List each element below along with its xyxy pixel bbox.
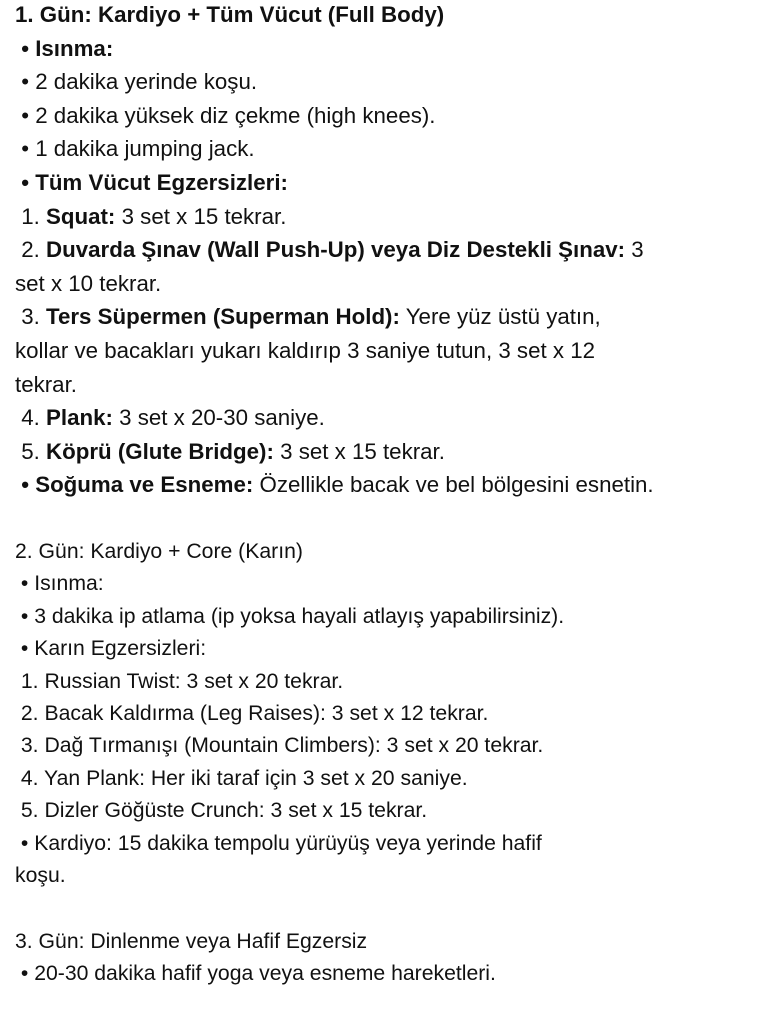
day-2-line: • Karın Egzersizleri: <box>15 637 207 661</box>
exercise-detail: 3 <box>625 237 644 263</box>
day-2-line: 5. Dizler Göğüste Crunch: 3 set x 15 tekrar. <box>15 799 428 823</box>
day-3-line: • 20-30 dakika hafif yoga veya esneme hareketleri. <box>15 962 496 986</box>
warmup-label: • Isınma: <box>15 35 114 61</box>
day-2-line: • Kardiyo: 15 dakika tempolu yürüyüş veya yerinde hafif <box>15 831 542 855</box>
day-2-line: 4. Yan Plank: Her iki taraf için 3 set x 20 saniye. <box>15 766 468 790</box>
day-2-line: koşu. <box>15 864 66 888</box>
cooldown-text: Özellikle bacak ve bel bölgesini esnetin. <box>253 472 654 498</box>
day-2-line: • Isınma: <box>15 572 104 596</box>
day-2-line: 3. Dağ Tırmanışı (Mountain Climbers): 3 set x 20 tekrar. <box>15 734 544 758</box>
exercise-number: 4. <box>15 405 46 431</box>
exercise-detail: 3 set x 15 tekrar. <box>115 203 287 229</box>
day-1-title: 1. Gün: Kardiyo + Tüm Vücut (Full Body) <box>15 2 445 27</box>
exercise-item <box>15 233 654 267</box>
exercise-name: Duvarda Şınav (Wall Push-Up) veya Diz Destekli Şınav: <box>46 237 626 263</box>
cooldown-label: • Soğuma ve Esneme: <box>15 472 254 498</box>
day-3-title: 3. Gün: Dinlenme veya Hafif Egzersiz <box>15 930 368 953</box>
exercise-number: 1. <box>15 203 46 229</box>
exercise-detail-continued: kollar ve bacakları yukarı kaldırıp 3 saniye tutun, 3 set x 12 <box>15 337 596 363</box>
day-1-section <box>15 0 654 502</box>
day-2-line: • 3 dakika ip atlama (ip yoksa hayali atlayış yapabilirsiniz). <box>15 604 565 628</box>
exercises-label: • Tüm Vücut Egzersizleri: <box>15 169 288 195</box>
exercise-item <box>15 300 654 334</box>
day-3-section <box>15 926 496 991</box>
cooldown-item <box>15 468 654 502</box>
warmup-item: • 2 dakika yerinde koşu. <box>15 69 258 95</box>
warmup-item: • 1 dakika jumping jack. <box>15 136 255 162</box>
exercise-name: Ters Süpermen (Superman Hold): <box>46 304 400 330</box>
exercise-number: 5. <box>15 438 46 464</box>
day-2-line: 2. Bacak Kaldırma (Leg Raises): 3 set x 12 tekrar. <box>15 702 489 726</box>
warmup-item: • 2 dakika yüksek diz çekme (high knees). <box>15 102 436 128</box>
exercise-name: Plank: <box>46 405 113 431</box>
exercise-item <box>15 435 654 469</box>
exercise-item <box>15 200 654 234</box>
exercise-detail: Yere yüz üstü yatın, <box>399 304 601 330</box>
day-2-section <box>15 536 564 892</box>
exercise-name: Köprü (Glute Bridge): <box>46 438 274 464</box>
exercise-number: 2. <box>15 237 46 263</box>
exercise-item <box>15 401 654 435</box>
exercise-number: 3. <box>15 304 46 330</box>
day-2-line: 1. Russian Twist: 3 set x 20 tekrar. <box>15 669 344 693</box>
exercise-detail-continued: tekrar. <box>15 371 77 397</box>
day-2-title: 2. Gün: Kardiyo + Core (Karın) <box>15 540 303 563</box>
exercise-detail: 3 set x 15 tekrar. <box>273 438 445 464</box>
exercise-detail: 3 set x 20-30 saniye. <box>112 405 325 431</box>
exercise-name: Squat: <box>46 203 116 229</box>
exercise-detail-continued: set x 10 tekrar. <box>15 270 162 296</box>
